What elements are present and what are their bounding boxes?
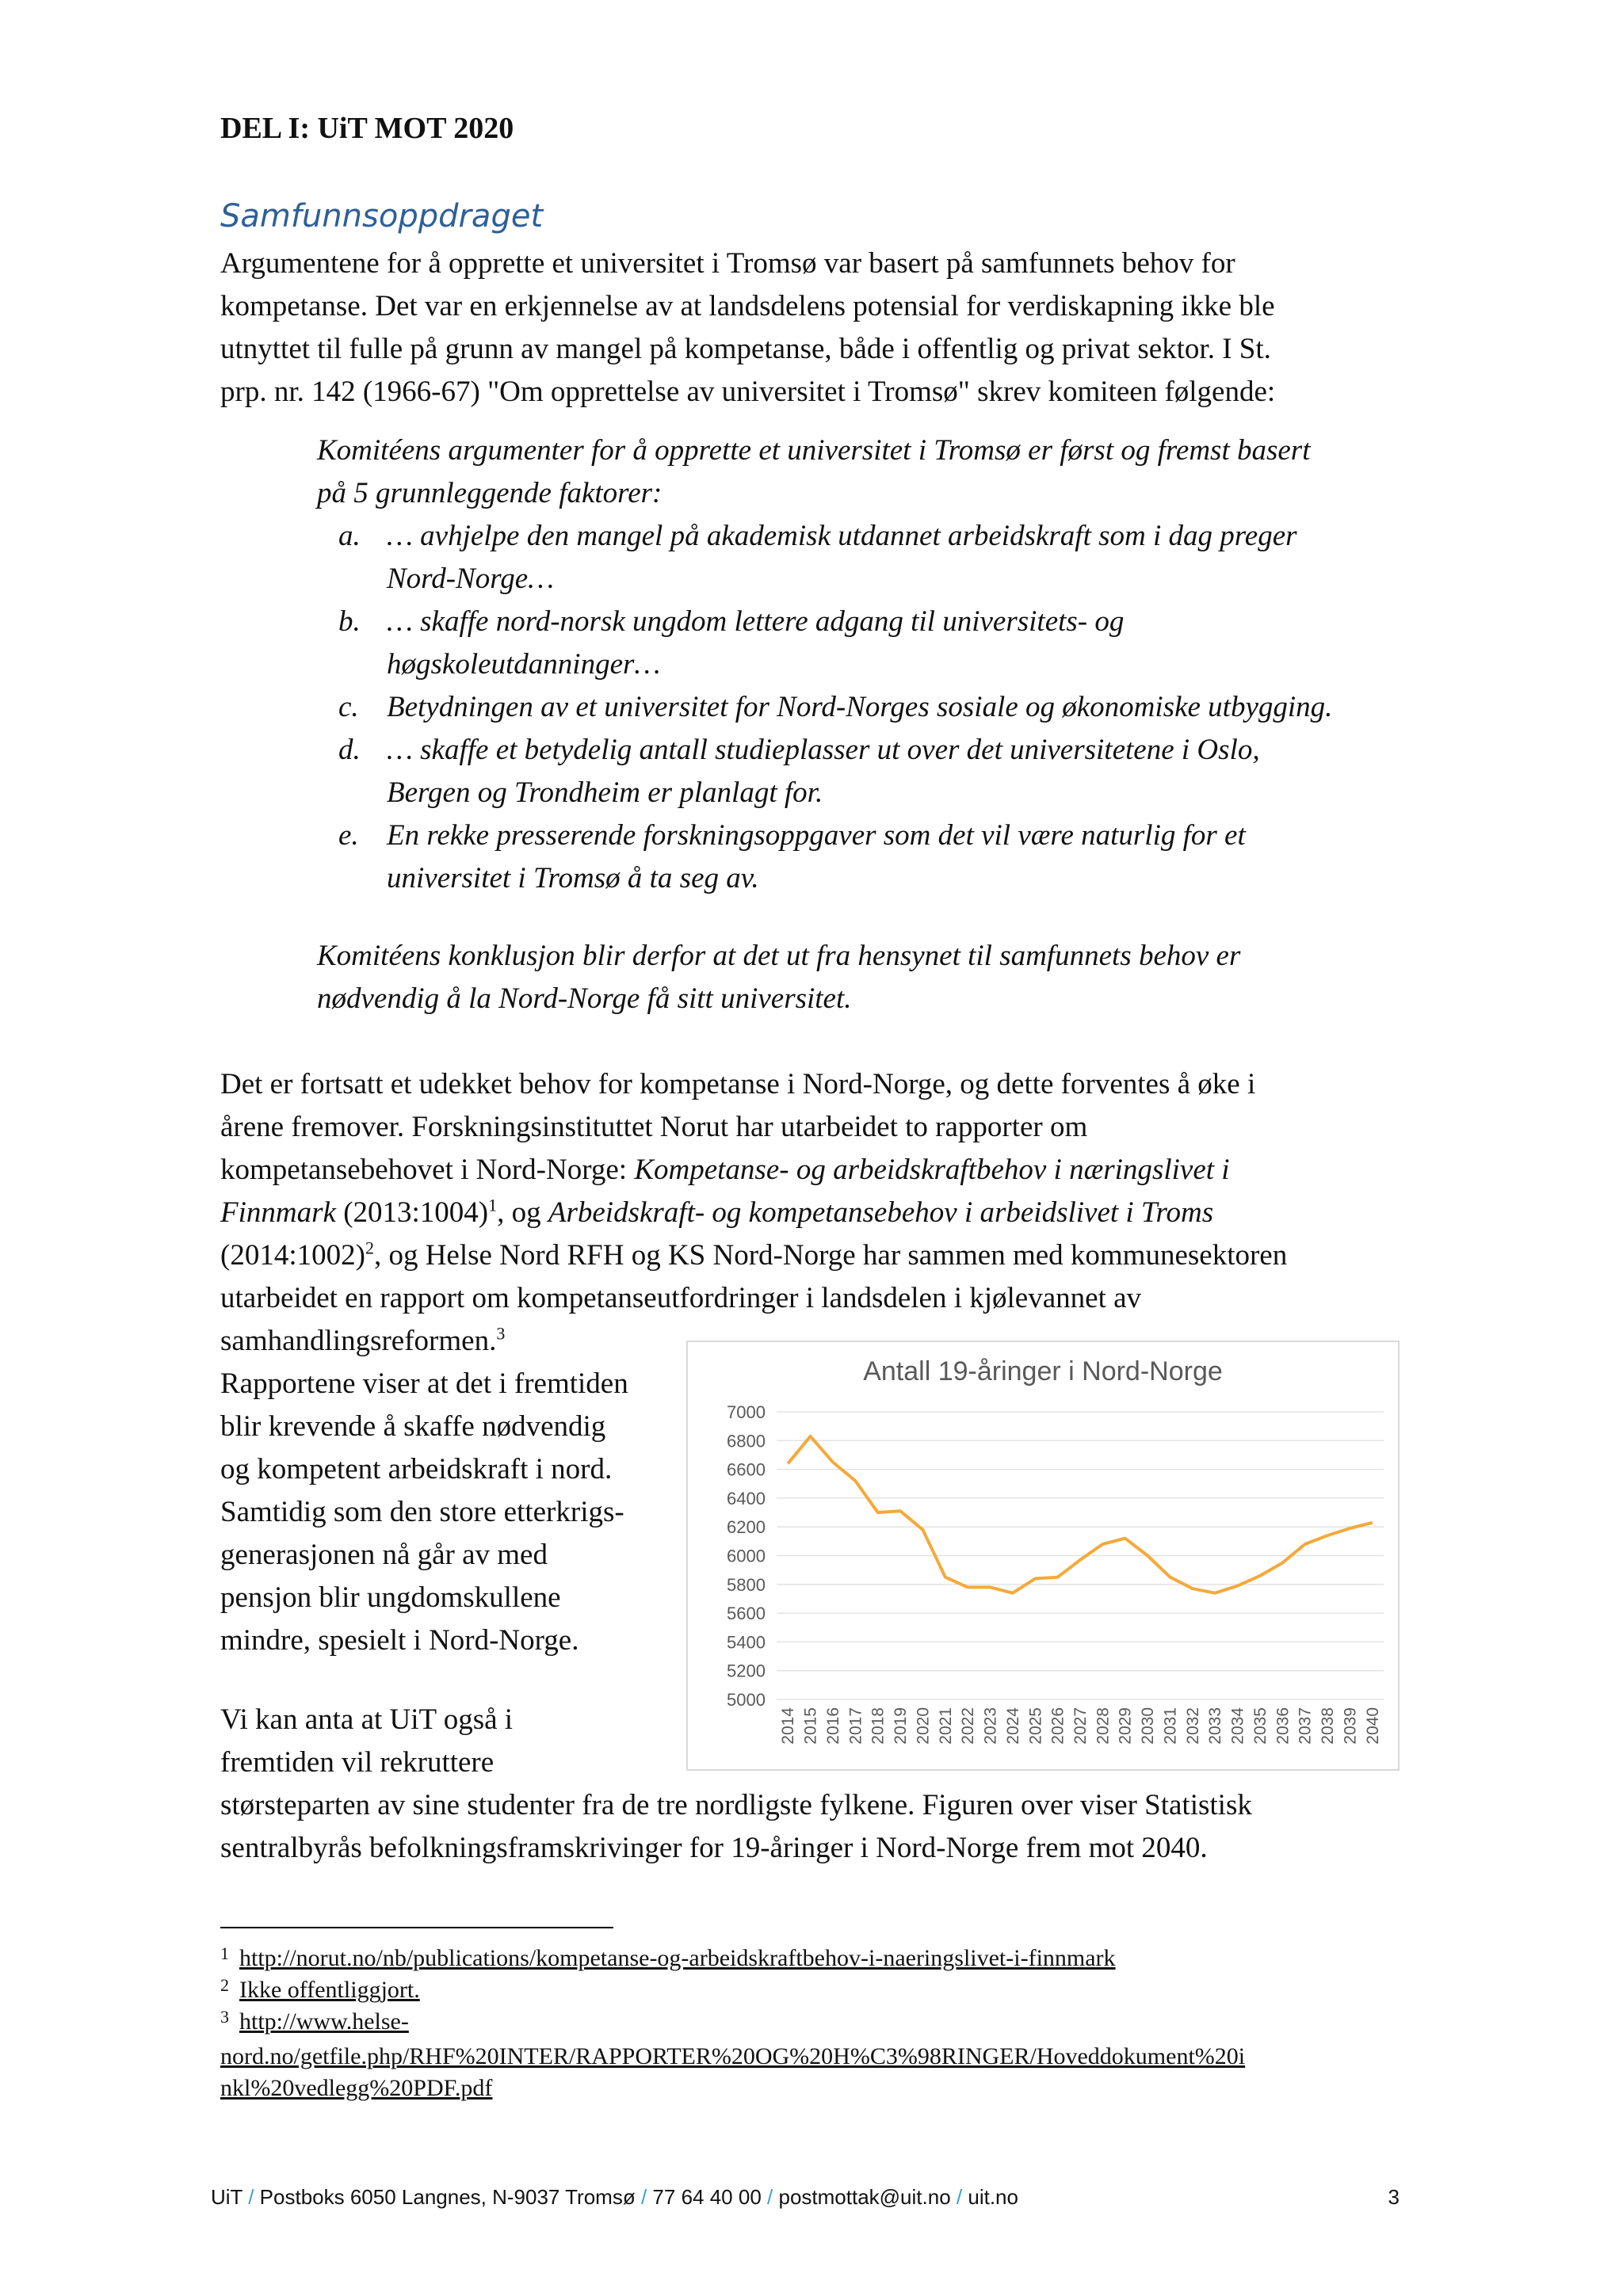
list-item-text: … avhjelpe den mangel på akademisk utdannet arbeidskraft som i dag preger: [387, 520, 1297, 552]
x-tick-label: 2015: [801, 1707, 820, 1745]
footnote-number: 2: [220, 1975, 229, 1995]
list-item-text: Bergen og Trondheim er planlagt for.: [387, 776, 823, 809]
x-tick-label: 2023: [981, 1707, 1000, 1745]
x-tick-label: 2036: [1274, 1707, 1293, 1745]
footnote-continuation: [220, 2041, 1245, 2073]
list-marker: b.: [338, 605, 361, 638]
section-title: Samfunnsoppdraget: [220, 198, 544, 235]
y-tick-label: 6800: [727, 1431, 766, 1451]
list-item-text: universitet i Tromsø å ta seg av.: [387, 862, 759, 894]
list-item-text: Nord-Norge…: [387, 563, 555, 595]
side-text-line: Rapportene viser at det i fremtiden: [220, 1367, 628, 1400]
x-tick-label: 2018: [869, 1707, 888, 1745]
report-title: Arbeidskraft- og kompetansebehov i arbeidslivet i Troms: [548, 1196, 1214, 1229]
footer-separator: /: [767, 2185, 773, 2209]
x-tick-label: 2014: [779, 1707, 798, 1745]
paragraph-line: [220, 1234, 1287, 1277]
y-tick-label: 5200: [727, 1661, 766, 1681]
x-tick-label: 2028: [1094, 1707, 1113, 1745]
footnote-link[interactable]: http://www.helse-: [239, 2008, 409, 2035]
y-tick-label: 6200: [727, 1517, 766, 1538]
paragraph-line: årene fremover. Forskningsinstituttet Norut har utarbeidet to rapporter om: [220, 1111, 1088, 1143]
x-tick-label: 2032: [1183, 1707, 1202, 1745]
page-heading: DEL I: UiT MOT 2020: [220, 112, 514, 145]
page-number: 3: [1388, 2185, 1400, 2209]
line-chart: [688, 1342, 1398, 1769]
quote-line: på 5 grunnleggende faktorer:: [317, 477, 663, 509]
x-tick-label: 2033: [1206, 1707, 1225, 1745]
x-tick-label: 2040: [1363, 1707, 1382, 1745]
side-text-line: generasjonen nå går av med: [220, 1539, 548, 1571]
paragraph-line: sentralbyrås befolkningsframskrivinger for 19-åringer i Nord-Norge frem mot 2040.: [220, 1832, 1208, 1864]
x-tick-label: 2034: [1228, 1707, 1247, 1745]
list-marker: d.: [338, 734, 361, 766]
x-tick-label: 2035: [1251, 1707, 1270, 1745]
text-span: , og Helse Nord RFH og KS Nord-Norge har sammen med kommunesektoren: [373, 1239, 1288, 1272]
list-item-text: En rekke presserende forskningsoppgaver som det vil være naturlig for et: [387, 819, 1246, 852]
report-title: Kompetanse- og arbeidskraftbehov i næringslivet i: [634, 1154, 1230, 1186]
x-tick-label: 2026: [1048, 1707, 1067, 1745]
y-tick-label: 5000: [727, 1690, 766, 1710]
footer-separator: /: [248, 2185, 254, 2209]
x-tick-label: 2037: [1296, 1707, 1315, 1745]
x-tick-label: 2021: [936, 1707, 955, 1745]
footer-separator: /: [956, 2185, 963, 2209]
footnote-continuation: [220, 2073, 492, 2104]
x-tick-label: 2017: [846, 1707, 865, 1745]
quote-line: nødvendig å la Nord-Norge få sitt universitet.: [317, 982, 852, 1015]
paragraph-line: utarbeidet en rapport om kompetanseutfordringer i landsdelen i kjølevannet av: [220, 1282, 1142, 1314]
x-tick-label: 2031: [1161, 1707, 1180, 1745]
footnote: [220, 1943, 1116, 1974]
list-marker: c.: [338, 691, 359, 723]
side-text-line: fremtiden vil rekruttere: [220, 1746, 495, 1779]
y-tick-label: 6600: [727, 1459, 766, 1480]
side-text-line: pensjon blir ungdomskullene: [220, 1581, 561, 1614]
y-tick-label: 6400: [727, 1488, 766, 1508]
paragraph-line: utnyttet til fulle på grunn av mangel på kompetanse, både i offentlig og privat sektor. I St.: [220, 333, 1271, 365]
text-span: (2013:1004): [335, 1196, 489, 1229]
list-item-text: høgskoleutdanninger…: [387, 648, 661, 681]
side-text-line: og kompetent arbeidskraft i nord.: [220, 1453, 613, 1486]
footnote-text: Ikke offentliggjort.: [239, 1977, 420, 2003]
text-span: (2014:1002): [220, 1239, 365, 1272]
footer-address: Postboks 6050 Langnes, N-9037 Tromsø: [259, 2185, 636, 2209]
x-tick-label: 2039: [1341, 1707, 1360, 1745]
text-span: samhandlingsreformen.: [220, 1325, 497, 1357]
x-tick-label: 2020: [914, 1707, 933, 1745]
x-tick-label: 2019: [892, 1707, 911, 1745]
report-title: Finnmark: [220, 1196, 336, 1229]
x-tick-label: 2024: [1003, 1707, 1022, 1745]
footer-org: UiT: [211, 2185, 242, 2209]
footnote-number: 1: [220, 1943, 229, 1963]
paragraph-line: størsteparten av sine studenter fra de tre nordligste fylkene. Figuren over viser Statistisk: [220, 1789, 1252, 1821]
paragraph-line: [220, 1320, 505, 1363]
paragraph-line: kompetanse. Det var en erkjennelse av at landsdelens potensial for verdiskapning ikke ble: [220, 290, 1275, 322]
x-tick-label: 2025: [1026, 1707, 1045, 1745]
footer-web[interactable]: uit.no: [968, 2185, 1018, 2209]
chart-title: Antall 19-åringer i Nord-Norge: [863, 1356, 1223, 1386]
y-tick-label: 5600: [727, 1604, 766, 1624]
list-marker: e.: [338, 819, 359, 852]
y-tick-label: 7000: [727, 1402, 766, 1422]
footer-separator: /: [640, 2185, 647, 2209]
footnote-ref[interactable]: 3: [496, 1323, 506, 1344]
y-tick-label: 5400: [727, 1632, 766, 1653]
footer-phone: 77 64 40 00: [652, 2185, 762, 2209]
footnote: [220, 2006, 409, 2038]
x-tick-label: 2027: [1071, 1707, 1090, 1745]
paragraph-line: [220, 1192, 1213, 1234]
side-text-line: mindre, spesielt i Nord-Norge.: [220, 1624, 579, 1657]
footnote-ref[interactable]: 2: [365, 1238, 374, 1258]
list-item-text: Betydningen av et universitet for Nord-Norges sosiale og økonomiske utbygging.: [387, 691, 1333, 723]
y-tick-label: 5800: [727, 1574, 766, 1595]
y-tick-label: 6000: [727, 1546, 766, 1566]
footnote-link[interactable]: nkl%20vedlegg%20PDF.pdf: [220, 2075, 493, 2101]
footnote-number: 3: [220, 2007, 229, 2027]
list-item-text: … skaffe et betydelig antall studieplasser ut over det universitetene i Oslo,: [387, 734, 1260, 766]
paragraph-line: prp. nr. 142 (1966-67) "Om opprettelse av universitet i Tromsø" skrev komiteen følgende:: [220, 376, 1276, 408]
x-tick-label: 2022: [959, 1707, 978, 1745]
footnote: [220, 1974, 420, 2006]
footnote-divider: [220, 1927, 613, 1928]
list-item-text: … skaffe nord-norsk ungdom lettere adgang til universitets- og: [387, 605, 1125, 638]
x-tick-label: 2030: [1139, 1707, 1158, 1745]
footnote-ref[interactable]: 1: [488, 1195, 498, 1215]
text-span: kompetansebehovet i Nord-Norge:: [220, 1154, 635, 1186]
side-text-line: blir krevende å skaffe nødvendig: [220, 1410, 606, 1443]
page-footer: [211, 2185, 1400, 2210]
footer-email[interactable]: postmottak@uit.no: [778, 2185, 951, 2209]
quote-line: Komitéens argumenter for å opprette et universitet i Tromsø er først og fremst basert: [317, 434, 1311, 467]
side-text-line: Vi kan anta at UiT også i: [220, 1703, 514, 1736]
list-marker: a.: [338, 520, 361, 552]
quote-line: Komitéens konklusjon blir derfor at det ut fra hensynet til samfunnets behov er: [317, 940, 1241, 972]
paragraph-line: [220, 1149, 1230, 1192]
x-tick-label: 2029: [1116, 1707, 1135, 1745]
x-tick-label: 2016: [823, 1707, 842, 1745]
series-line: [788, 1436, 1373, 1593]
population-chart: [686, 1341, 1400, 1771]
paragraph-line: Argumentene for å opprette et universitet i Tromsø var basert på samfunnets behov for: [220, 247, 1235, 280]
paragraph-line: Det er fortsatt et udekket behov for kompetanse i Nord-Norge, og dette forventes å øke i: [220, 1068, 1256, 1100]
text-span: , og: [497, 1196, 548, 1229]
x-tick-label: 2038: [1319, 1707, 1338, 1745]
footnote-link[interactable]: nord.no/getfile.php/RHF%20INTER/RAPPORTER%20OG%20H%C3%98RINGER/Hoveddokument%20i: [220, 2043, 1246, 2069]
side-text-line: Samtidig som den store etterkrigs-: [220, 1496, 624, 1528]
footnote-link[interactable]: http://norut.no/nb/publications/kompetanse-og-arbeidskraftbehov-i-naeringslivet-i-finnmark: [239, 1945, 1116, 1971]
